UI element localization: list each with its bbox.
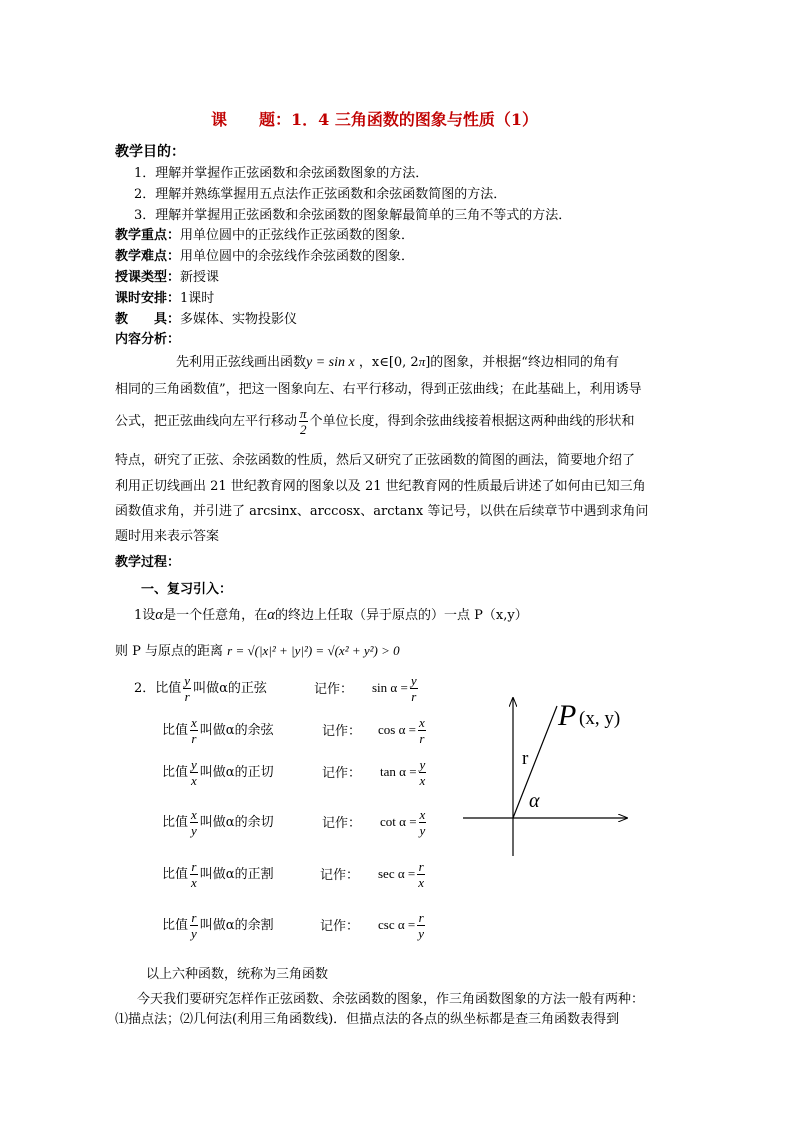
frac-num: π bbox=[300, 406, 307, 421]
ratio-fraction bbox=[190, 808, 198, 837]
analysis-text: ]的图象，并根据“终边相同的角有 bbox=[425, 355, 619, 370]
schedule-text: 1课时 bbox=[180, 291, 215, 306]
ratio-prefix: 比值 bbox=[162, 918, 189, 933]
frac-num: r bbox=[418, 859, 424, 874]
review-text: 1设 bbox=[134, 608, 156, 623]
ratio-name: 叫做α的余切 bbox=[199, 815, 274, 830]
page-title: 课 题：1．4 三角函数的图象与性质（1） bbox=[211, 110, 538, 129]
frac-den: y bbox=[191, 926, 197, 941]
analysis-line: 特点，研究了正弦、余弦函数的性质，然后又研究了正弦函数的简图的画法，简要地介绍了 bbox=[115, 453, 636, 468]
ratio-row bbox=[162, 716, 274, 745]
today-line: ⑴描点法；⑵几何法(利用三角函数线)．但描点法的各点的纵坐标都是查三角函数表得到 bbox=[115, 1012, 620, 1027]
frac-num: x bbox=[419, 807, 426, 822]
radius-label: r bbox=[522, 748, 529, 769]
angle-label: α bbox=[529, 790, 540, 812]
ratio-fraction bbox=[190, 860, 198, 889]
process-label: 教学过程： bbox=[115, 555, 181, 570]
analysis-line: 利用正切线画出 21 世纪教育网的图象以及 21 世纪教育网的性质最后讲述了如何由已知三角 bbox=[115, 479, 646, 494]
pi-over-2 bbox=[299, 407, 308, 436]
goal-item: 1．理解并掌握作正弦函数和余弦函数图象的方法． bbox=[134, 166, 429, 181]
ratio-name: 叫做α的正弦 bbox=[193, 681, 267, 696]
ratio-formula bbox=[372, 674, 420, 703]
frac-den: x bbox=[418, 875, 425, 890]
review-text: 的终边上任取（异于原点的）一点 P（x,y） bbox=[275, 608, 528, 623]
ratio-row bbox=[134, 674, 267, 703]
difficulty-label: 教学难点： bbox=[115, 249, 181, 264]
ratio-formula bbox=[380, 808, 428, 837]
coordinate-diagram bbox=[455, 690, 640, 862]
ratio-row bbox=[162, 860, 274, 889]
ratio-fraction bbox=[417, 860, 425, 889]
fn-label: sin α = bbox=[372, 680, 408, 695]
key-point bbox=[115, 224, 414, 243]
fn-label: csc α = bbox=[378, 917, 416, 932]
tools bbox=[115, 308, 297, 327]
ratio-fraction bbox=[190, 758, 198, 787]
ratio-prefix: 比值 bbox=[162, 765, 189, 780]
ratio-name: 叫做α的余弦 bbox=[199, 723, 274, 738]
alpha-symbol: α bbox=[267, 607, 276, 623]
ratio-fraction bbox=[410, 674, 418, 703]
analysis-line bbox=[115, 407, 635, 436]
frac-num: x bbox=[191, 715, 197, 730]
lesson-type bbox=[115, 266, 219, 285]
frac-num: r bbox=[418, 910, 424, 925]
ratio-prefix: 比值 bbox=[162, 867, 189, 882]
review-p1 bbox=[134, 604, 528, 624]
frac-num: x bbox=[191, 807, 197, 822]
key-point-text: 用单位圆中的正弦线作正弦函数的图象． bbox=[180, 228, 415, 243]
frac-num: y bbox=[191, 757, 197, 772]
ratio-prefix: 比值 bbox=[162, 815, 189, 830]
frac-den: r bbox=[411, 689, 417, 704]
frac-den: x bbox=[419, 773, 426, 788]
analysis-line bbox=[176, 351, 619, 371]
frac-den: r bbox=[184, 689, 190, 704]
lesson-type-text: 新授课 bbox=[180, 270, 220, 285]
ratio-formula bbox=[380, 758, 428, 787]
lesson-type-label: 授课类型： bbox=[115, 270, 181, 285]
ratio-fraction bbox=[183, 674, 191, 703]
frac-num: y bbox=[419, 757, 426, 772]
frac-num: r bbox=[191, 859, 197, 874]
fn-label: cot α = bbox=[380, 814, 417, 829]
ratio-name: 叫做α的正割 bbox=[199, 867, 274, 882]
frac-den: x bbox=[191, 875, 197, 890]
analysis-text: 个单位长度，得到余弦曲线接着根据这两种曲线的形状和 bbox=[309, 414, 635, 429]
ratio-note: 记作： bbox=[314, 682, 354, 697]
ratio-formula bbox=[378, 860, 427, 889]
frac-num: y bbox=[184, 673, 191, 688]
ratio-formula bbox=[378, 716, 428, 745]
ratio-row bbox=[162, 911, 274, 940]
ratio-name: 叫做α的余割 bbox=[199, 918, 274, 933]
frac-num: x bbox=[418, 715, 425, 730]
frac-den: y bbox=[418, 926, 425, 941]
tools-label: 教 具： bbox=[115, 312, 181, 327]
frac-den: y bbox=[419, 823, 426, 838]
today-line: 今天我们要研究怎样作正弦函数、余弦函数的图象，作三角函数图象的方法一般有两种： bbox=[137, 992, 645, 1007]
frac-den: y bbox=[191, 823, 197, 838]
sin-formula: y = sin x bbox=[306, 355, 355, 370]
ratio-row bbox=[162, 758, 274, 787]
tools-text: 多媒体、实物投影仪 bbox=[180, 312, 298, 327]
ratio-note: 记作： bbox=[322, 766, 362, 781]
fn-label: tan α = bbox=[380, 764, 417, 779]
goal-item: 3．理解并掌握用正弦函数和余弦函数的图象解最简单的三角不等式的方法． bbox=[134, 208, 572, 223]
schedule bbox=[115, 287, 214, 306]
ratio-note: 记作： bbox=[322, 724, 362, 739]
review-text: 则 P 与原点的距离 bbox=[115, 644, 224, 659]
difficulty bbox=[115, 245, 414, 264]
ratio-fraction bbox=[418, 716, 426, 745]
ratio-note: 记作： bbox=[320, 919, 360, 934]
frac-num: r bbox=[191, 910, 197, 925]
point-coords: (x, y) bbox=[579, 708, 621, 729]
ratio-fraction bbox=[190, 911, 198, 940]
ratio-name: 叫做α的正切 bbox=[199, 765, 274, 780]
alpha-symbol: α bbox=[155, 607, 164, 623]
analysis-line: 题时用来表示答案 bbox=[115, 529, 220, 544]
frac-den: r bbox=[419, 731, 425, 746]
ratio-note: 记作： bbox=[320, 868, 360, 883]
ratio-note: 记作： bbox=[322, 816, 362, 831]
point-label: P bbox=[558, 699, 577, 732]
ratio-fraction bbox=[419, 808, 427, 837]
frac-den: r bbox=[191, 731, 197, 746]
key-point-label: 教学重点： bbox=[115, 228, 181, 243]
frac-den: 2 bbox=[300, 422, 307, 437]
pi-symbol: π bbox=[418, 354, 426, 369]
analysis-line: 相同的三角函数值”，把这一图象向左、右平行移动，得到正弦曲线；在此基础上，利用诱导 bbox=[115, 382, 642, 397]
summary-text: 以上六种函数，统称为三角函数 bbox=[146, 967, 329, 982]
review-heading: 一、复习引入： bbox=[141, 582, 233, 597]
schedule-label: 课时安排： bbox=[115, 291, 181, 306]
frac-den: x bbox=[191, 773, 197, 788]
ratio-prefix: 比值 bbox=[162, 723, 189, 738]
analysis-line: 函数值求角，并引进了 arcsinx、arccosx、arctanx 等记号，以供在后续章节中遇到求角问 bbox=[115, 504, 649, 519]
review-text: 是一个任意角，在 bbox=[163, 608, 268, 623]
analysis-label: 内容分析： bbox=[115, 332, 181, 347]
ratio-fraction bbox=[417, 911, 425, 940]
distance-formula: r = √(|x|² + |y|²) = √(x² + y²) > 0 bbox=[227, 643, 400, 658]
ratio-formula bbox=[378, 911, 427, 940]
analysis-text: 先利用正弦线画出函数 bbox=[176, 355, 307, 370]
ratio-prefix: 2．比值 bbox=[134, 681, 182, 696]
distance-line bbox=[115, 640, 400, 659]
analysis-text: ，x∈[0, 2 bbox=[358, 355, 419, 370]
ratio-fraction bbox=[419, 758, 427, 787]
difficulty-text: 用单位圆中的余弦线作余弦函数的图象． bbox=[180, 249, 415, 264]
goals-label: 教学目的： bbox=[115, 144, 185, 160]
analysis-text: 公式，把正弦曲线向左平行移动 bbox=[115, 414, 298, 429]
frac-num: y bbox=[410, 673, 417, 688]
ratio-fraction bbox=[190, 716, 198, 745]
fn-label: sec α = bbox=[378, 866, 416, 881]
goal-item: 2．理解并熟练掌握用五点法作正弦函数和余弦函数简图的方法． bbox=[134, 187, 507, 202]
ratio-row bbox=[162, 808, 274, 837]
fn-label: cos α = bbox=[378, 722, 416, 737]
